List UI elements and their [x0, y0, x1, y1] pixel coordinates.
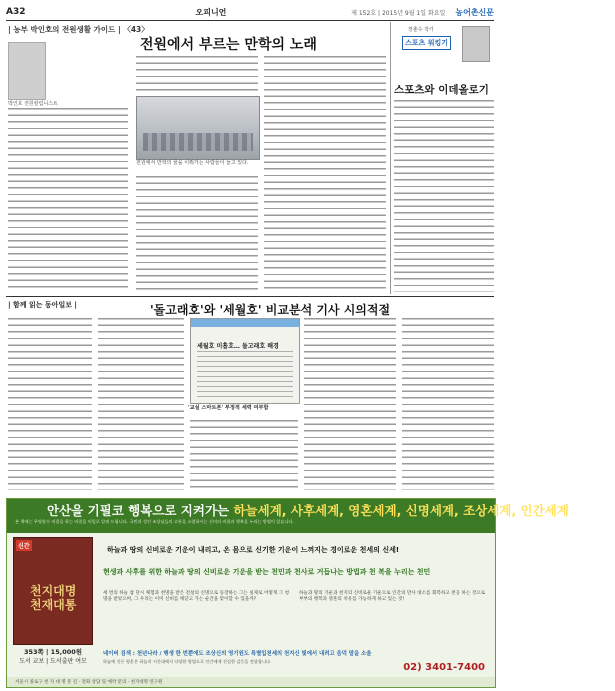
clipping-caption: '교실 스마트폰' 부정적 세력 여부함 [188, 405, 269, 411]
article1-photo [136, 96, 260, 160]
ad-headline-c: 의 진실! [568, 503, 615, 518]
article1-headline: 전원에서 부르는 만학의 노래 [140, 37, 317, 53]
article2-body-col3 [190, 420, 298, 490]
ad-headline-a: 안산을 기필코 행복으로 지켜가는 [47, 503, 234, 518]
ad-line-1: 하늘과 땅의 신비로운 기운이 내리고, 온 몸으로 신기한 기운이 느껴지는 경이로운 천세의 신세! [107, 546, 400, 554]
article2-tag: | 함께 읽는 동아일보 | [8, 301, 77, 309]
section-rule [6, 296, 494, 297]
book-advertisement [6, 498, 615, 688]
ad-footer-text: 서울시 종로구 천 지 대 명 문 길 · 전화 상담 및 예약 문의 · 천지대명 연구원 [15, 680, 163, 685]
book-price-info [13, 647, 93, 665]
writer-photo [8, 42, 46, 100]
columnist-photo [462, 26, 490, 62]
article1-body-col2 [136, 176, 258, 292]
ad-search-line: 네이버 검색 : 천년나라 / 행생 한 번뿐에도 조상신의 영기원도 특별입천세의 천지신 빛에서 내려고 음덕 말을 소울 [103, 651, 372, 657]
page-number: A32 [6, 7, 26, 17]
ad-headline-b: 하늘세계, 사후세계, 영혼세계, 신명세계, 조상세계, 인간세계 [233, 503, 569, 518]
writer-caption: 박인호 전원칼럼니스트 [8, 101, 58, 107]
section-name: 오피니언 [195, 7, 227, 17]
ad-headline [47, 501, 615, 519]
ad-banner [7, 499, 615, 533]
column-title: 스포츠와 이데올로기 [394, 84, 489, 96]
columnist-profile [394, 22, 494, 72]
article1-tag: | 농부 박인호의 전원생활 가이드 | 〈43〉 [8, 25, 149, 34]
photo-caption: 전원에서 만학의 꿈을 이뤄가는 사람들이 늘고 있다. [136, 160, 249, 166]
page-header [6, 5, 494, 19]
clipping-text [197, 351, 293, 397]
column-divider [390, 22, 391, 294]
photo-people [143, 133, 253, 151]
newspaper-logo: 농어촌신문 [455, 7, 494, 17]
ad-footer [7, 677, 495, 687]
book-cover [13, 537, 93, 645]
ad-right-question: 하늘과 땅의 기운과 천지의 신비로운 기운으로 인간의 만사 대소를 회복하고 천공 하는 것으로 부부의 행복과 영혼의 치유를 가능하게 하고 있는 것! [299, 591, 486, 602]
article2-headline: '돌고래호'와 '세월호' 비교분석 기사 시의적절 [150, 303, 391, 317]
book-price: 353쪽 | 15,000원 [23, 648, 83, 656]
new-book-badge: 신간 [16, 540, 32, 551]
article1-body-col3 [264, 56, 386, 292]
article2-body-col2 [98, 318, 184, 490]
ad-left-question: 세 번의 하늘 참 단시 체험과 천명을 받은 전설의 신명으로 등장하는 그는 실제로 어떻게 그 청명을 받았으며, 그 우리는 이미 신비를 깨닫고 가는 순간을 맞이할 수 있을까? [103, 591, 290, 602]
clipping-masthead [191, 319, 299, 327]
article1-body-col1 [8, 108, 128, 292]
issue-date: 제 152호 | 2015년 9월 1일 화요일 [351, 9, 446, 17]
newspaper-clipping [190, 318, 300, 404]
ad-body-text: 하늘에 깃든 영혼은 하늘의 시간대에서 다양한 방법으로 인간에게 진실한 감응을 전달합니다. [103, 659, 272, 664]
article1-body-col2-top [136, 56, 258, 92]
article2-body-col1 [8, 318, 92, 490]
clipping-headline: 세월호 미흡호… 돌고래호 해경 [197, 343, 279, 350]
book-store: 도서 교보 | 도서출판 여모 [19, 658, 87, 665]
book-title: 천지대명 천재대통 [30, 584, 77, 612]
column-body [394, 100, 494, 292]
header-rule [6, 20, 494, 21]
article2-body-col5 [402, 318, 494, 490]
ad-phone: 02) 3401-7400 [403, 662, 485, 673]
ad-subline: 본 책에는 무병장수 비결을 하는 비결을 비밀로 알려 드립니다. 국민과 성인 조상님들의 고통을 소멸하시는 신비의 비결과 행복을 누리는 방법이 있습니다. [15, 519, 294, 524]
article2-body-col4 [304, 318, 396, 490]
ad-line-2: 현생과 사후를 위한 하늘과 땅의 신비로운 기운을 받는 천민과 천사로 거듭나는 방법과 천 복을 누리는 천민 [103, 568, 431, 576]
columnist-badge: 스포츠 워킹기 [402, 36, 451, 50]
columnist-name: 장춘수 작가 [408, 27, 434, 33]
